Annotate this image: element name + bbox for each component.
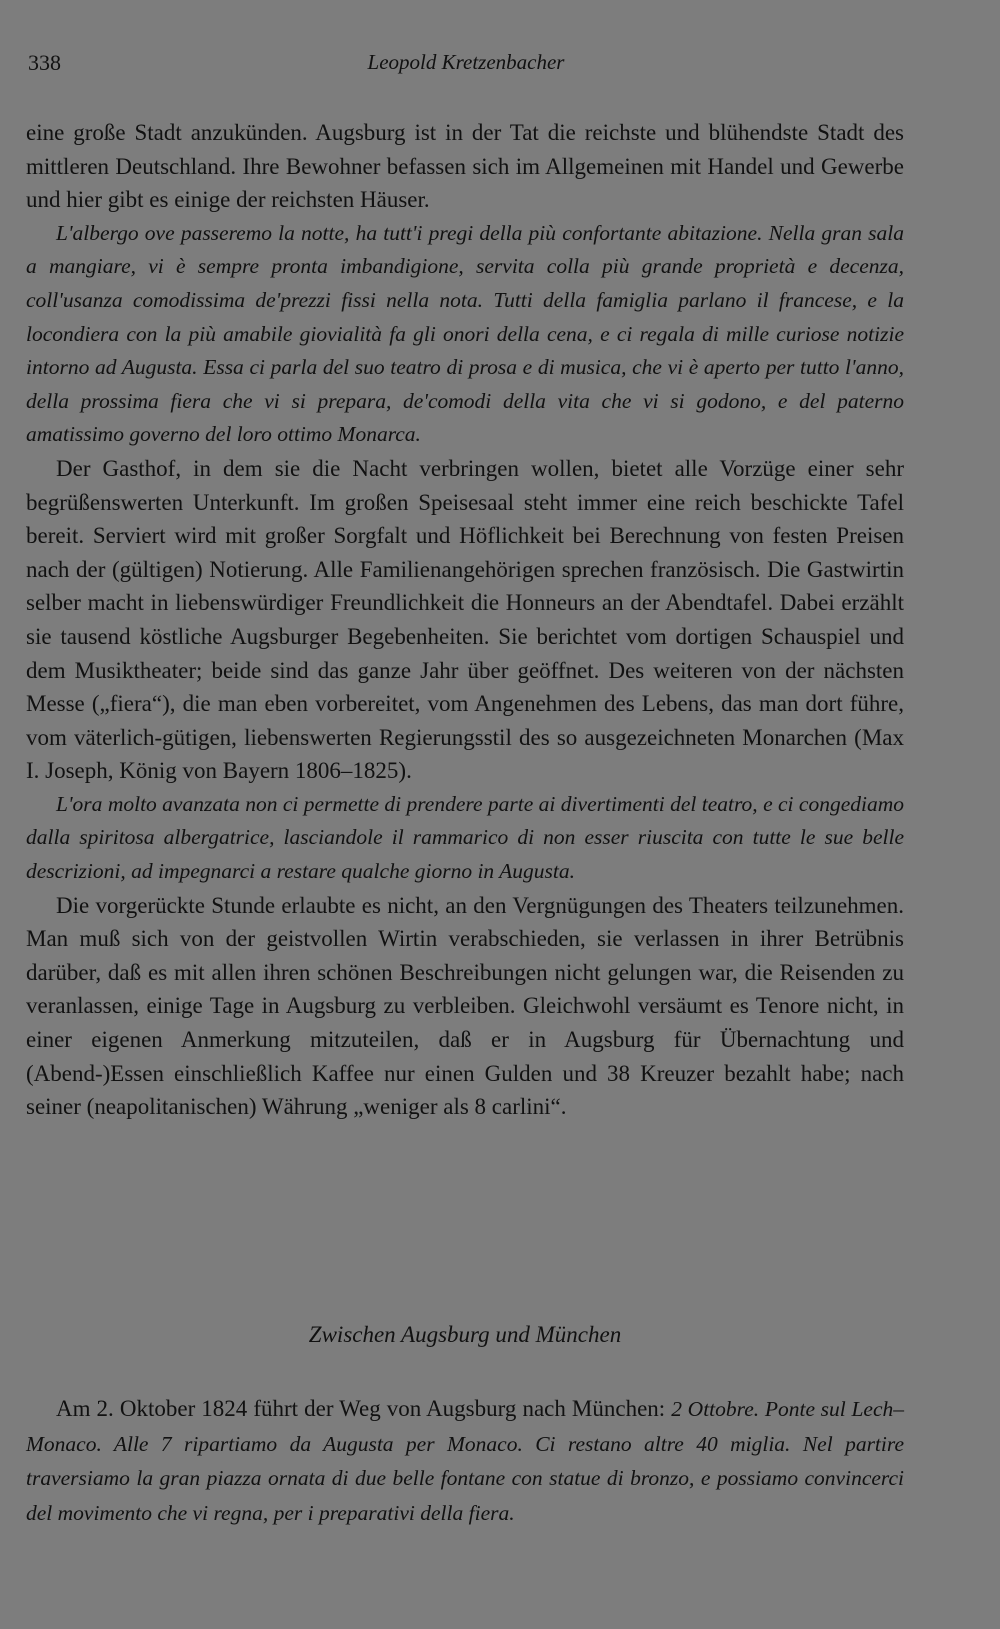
paragraph-german-2: Der Gasthof, in dem sie die Nacht verbringen wollen, bietet alle Vorzüge einer sehr begrüßenswerten Unterkunft. Im großen Speisesaal steht immer eine reich beschickte Tafel bereit. Serviert wird mit großer Sorgfalt und Höflichkeit bei Berechnung von festen Preisen nach der (gültigen) Notierung. Alle Familienangehörigen sprechen französisch. Die Gastwirtin selber macht in liebenswürdiger Freundlichkeit die Honneurs an der Abendtafel. Dabei erzählt sie tausend köstliche Augsburger Begebenheiten. Sie berichtet vom dortigen Schauspiel und dem Musiktheater; beide sind das ganze Jahr über geöffnet. Des weiteren von der nächsten Messe („fiera“), die man eben vorbereitet, vom Angenehmen des Lebens, das man dort führe, vom väterlich-gütigen, liebenswerten Regierungsstil des so ausgezeichneten Monarchen (Max I. Joseph, König von Bayern 1806–1825). [26,455,904,784]
section-heading: Zwischen Augsburg und München [308,1322,622,1347]
page-header [28,50,904,80]
book-page [26,0,904,1629]
main-text [26,116,904,1124]
running-head: Leopold Kretzenbacher [367,50,565,74]
section-lead-italian: 2 Ottobre. Ponte sul Lech–Monaco. Alle 7 ripartiamo da Augusta per Monaco. Ci restano altre 40 miglia. Nel partire traversiamo la gran piazza ornata di due belle fontane con statue di bronzo, e possiamo convincerci del movimento che vi regna, per i preparativi della fiera. [26,1397,904,1525]
section-paragraph [26,1392,904,1530]
quote-italian-1: L'albergo ove passeremo la notte, ha tutt'i pregi della più confortante abitazione. Nella gran sala a mangiare, vi è sempre pronta imbandigione, servita colla più grande proprietà e decenza, coll'usanza comodissima de'prezzi fissi nella nota. Tutti della famiglia parlano il francese, e la locondiera con la più amabile giovialità fa gli onori della cena, e ci regala di mille curiose notizie intorno ad Augusta. Essa ci parla del suo teatro di prosa e di musica, che vi è aperto per tutto l'anno, della prossima fiera che vi si prepara, de'comodi della vita che vi si godono, e del paterno amatissimo governo del loro ottimo Monarca. [26,220,904,447]
quote-italian-2: L'ora molto avanzata non ci permette di prendere parte ai divertimenti del teatro, e ci congediamo dalla spiritosa albergatrice, lasciandole il rammarico di non esser riuscita con tutte le sue belle descrizioni, ad impegnarci a restare qualche giorno in Augusta. [26,791,904,884]
section-lead-german: Am 2. Oktober 1824 führt der Weg von Augsburg nach München: [56,1396,672,1421]
paragraph-german-1: eine große Stadt anzukünden. Augsburg ist in der Tat die reichste und blühendste Stadt des mittleren Deutschland. Ihre Bewohner befassen sich im Allgemeinen mit Handel und Gewerbe und hier gibt es einige der reichsten Häuser. [26,120,904,213]
page-number: 338 [28,50,61,75]
paragraph-german-3: Die vorgerückte Stunde erlaubte es nicht, an den Vergnügungen des Theaters teilzunehmen. Man muß sich von der geistvollen Wirtin verabschieden, sie verlassen in ihrer Betrübnis darüber, daß es mit allen ihren schönen Beschreibungen nicht gelungen war, die Reisenden zu veranlassen, einige Tage in Augsburg zu verbleiben. Gleichwohl versäumt es Tenore nicht, in einer eigenen Anmerkung mitzuteilen, daß er in Augsburg für Übernachtung und (Abend-)Essen einschließlich Kaffee nur einen Gulden und 38 Kreuzer bezahlt habe; nach seiner (neapolitanischen) Währung „weniger als 8 carlini“. [26,892,904,1120]
section-text [26,1392,904,1530]
